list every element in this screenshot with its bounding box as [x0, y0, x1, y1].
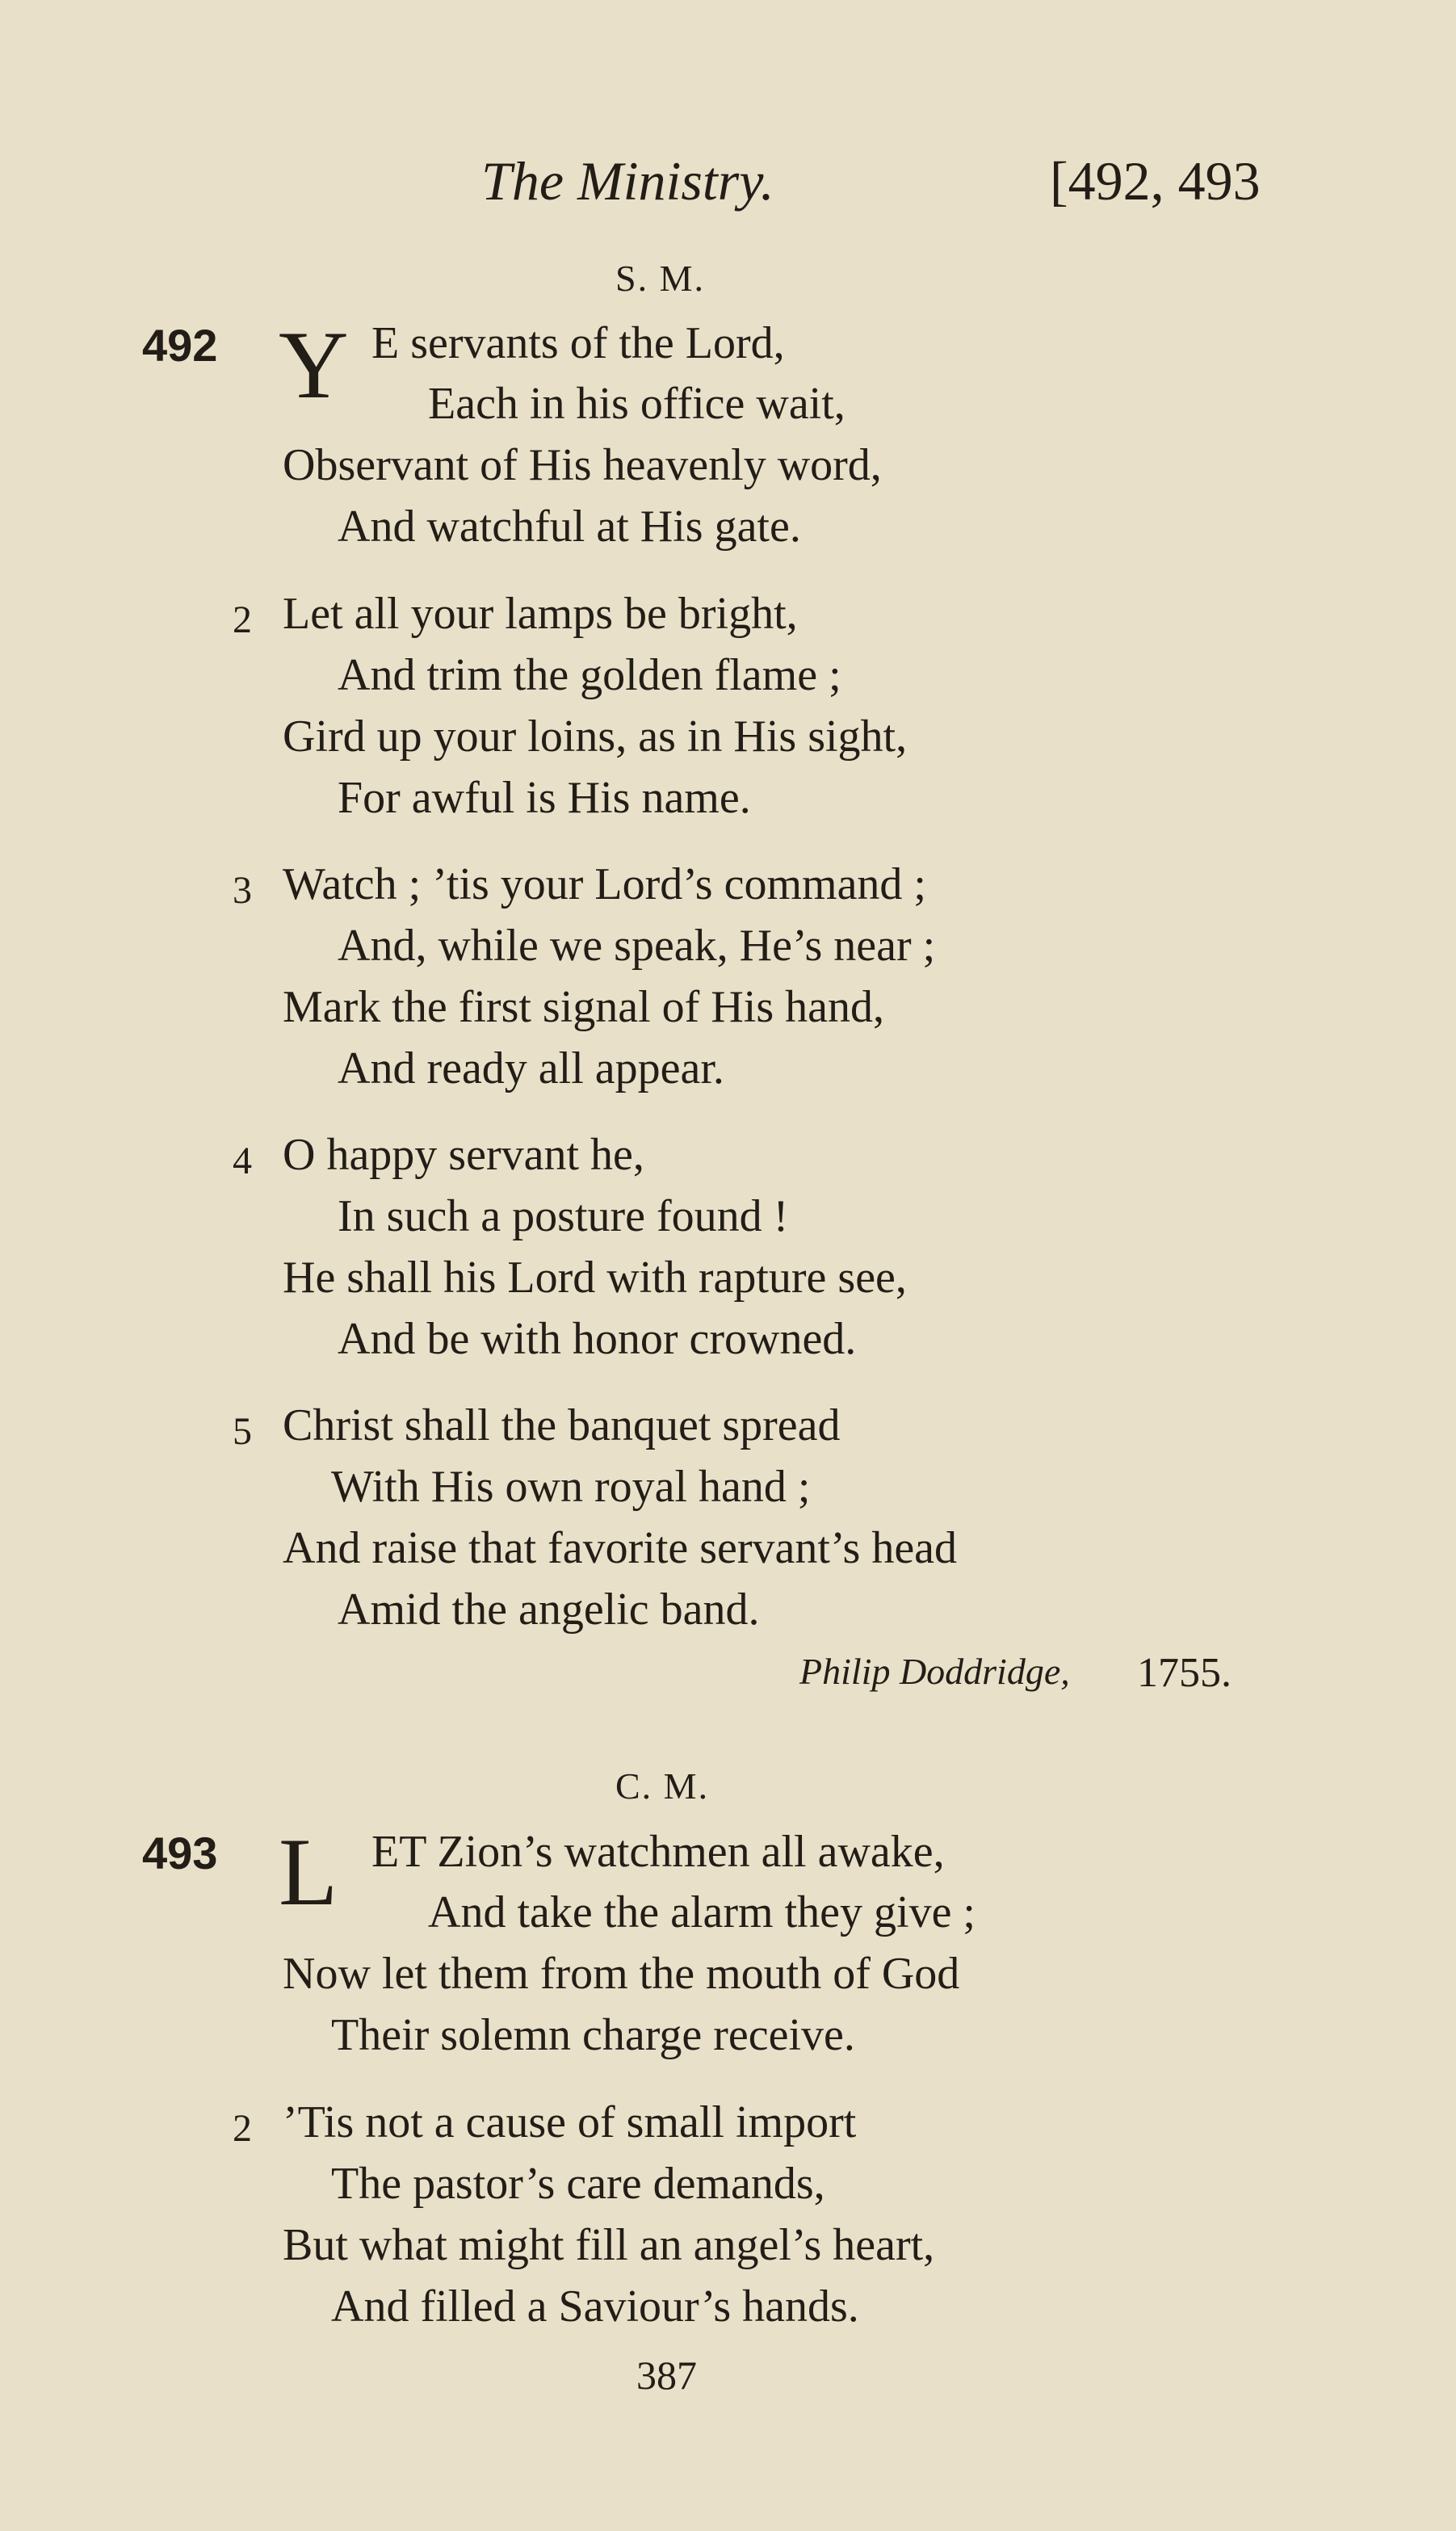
stanza-number: 2 [233, 598, 252, 641]
verse-line: And filled a Saviour’s hands. [331, 2281, 859, 2332]
author-attribution: Philip Doddridge, [799, 1651, 1070, 1692]
verse-line: And trim the golden flame ; [338, 650, 841, 700]
verse-line: With His own royal hand ; [331, 1462, 811, 1512]
stanza-number: 5 [233, 1410, 252, 1453]
verse-line: And raise that favorite servant’s head [283, 1523, 958, 1573]
verse-line: O happy servant he, [283, 1130, 644, 1180]
hymn-number: 493 [142, 1828, 218, 1878]
verse-line: And take the alarm they give ; [428, 1887, 976, 1937]
verse-line: Their solemn charge receive. [331, 2010, 855, 2060]
verse-line: For awful is His name. [338, 773, 751, 823]
verse-line: In such a posture found ! [338, 1191, 789, 1241]
verse-line: E servants of the Lord, [371, 318, 785, 368]
verse-line: And be with honor crowned. [338, 1314, 857, 1364]
drop-cap: L [279, 1818, 338, 1925]
running-hymn-numbers: [492, 493 [1050, 150, 1261, 212]
verse-line: ET Zion’s watchmen all awake, [371, 1827, 945, 1877]
verse-line: Now let them from the mouth of God [283, 1949, 960, 1999]
verse-line: He shall his Lord with rapture see, [283, 1253, 907, 1303]
verse-line: Christ shall the banquet spread [283, 1400, 841, 1450]
drop-cap: Y [279, 311, 349, 418]
hymn-meter: C. M. [615, 1765, 710, 1807]
stanza-number: 2 [233, 2107, 252, 2150]
verse-line: Amid the angelic band. [338, 1584, 760, 1635]
verse-line: And ready all appear. [338, 1043, 724, 1093]
verse-line: Mark the first signal of His hand, [283, 982, 884, 1032]
verse-line: And, while we speak, He’s near ; [338, 921, 936, 971]
page-number: 387 [636, 2353, 697, 2398]
verse-line: Let all your lamps be bright, [283, 589, 798, 639]
verse-line: Gird up your loins, as in His sight, [283, 711, 908, 762]
verse-line: The pastor’s care demands, [331, 2159, 825, 2209]
hymn-meter: S. M. [615, 258, 705, 299]
verse-line: Watch ; ’tis your Lord’s command ; [283, 859, 926, 909]
stanza-number: 3 [233, 869, 252, 912]
verse-line: But what might fill an angel’s heart, [283, 2220, 935, 2270]
verse-line: Each in his office wait, [428, 379, 845, 429]
running-title: The Ministry. [481, 150, 774, 212]
hymn-number: 492 [142, 320, 218, 371]
stanza-number: 4 [233, 1140, 252, 1182]
verse-line: ’Tis not a cause of small import [283, 2097, 857, 2147]
verse-line: And watchful at His gate. [338, 502, 801, 552]
author-year: 1755. [1137, 1650, 1232, 1696]
verse-line: Observant of His heavenly word, [283, 440, 882, 490]
